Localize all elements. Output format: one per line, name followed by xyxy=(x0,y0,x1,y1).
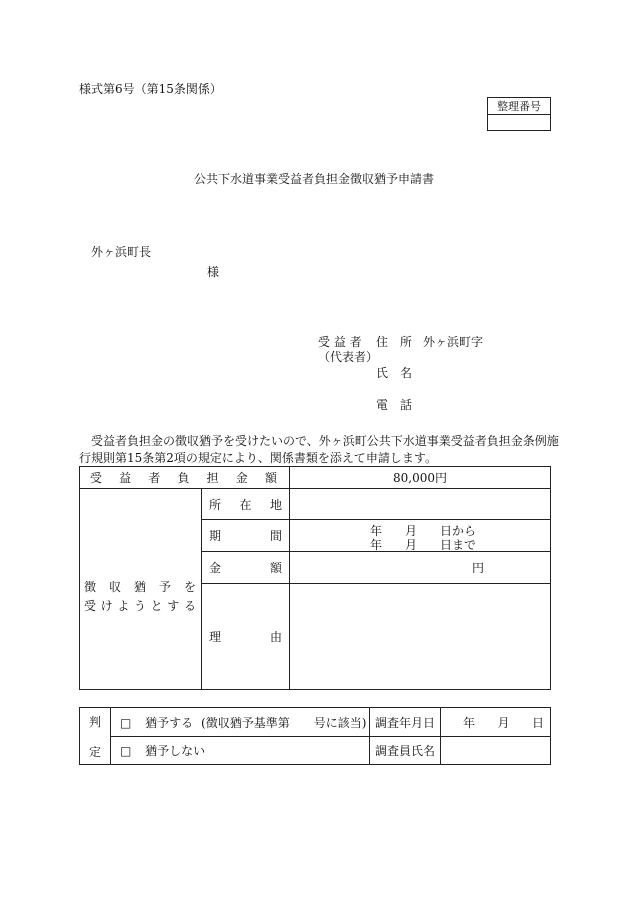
body-text-line1: 受益者負担金の徴収猶予を受けたいので、外ヶ浜町公共下水道事業受益者負担金条例施 xyxy=(91,434,559,448)
location-label-char: 地 xyxy=(269,497,282,512)
no-defer-checkbox[interactable]: □ xyxy=(120,744,132,758)
option-no-defer-cell[interactable] xyxy=(111,737,370,765)
applicant-role-sub: （代表者） xyxy=(318,350,379,364)
applicant-name-label: 氏 名 xyxy=(376,366,413,380)
period-from-month: 月 xyxy=(405,523,418,538)
benefit-amount-char: 金 xyxy=(235,471,248,485)
money-label-char: 金 xyxy=(209,561,222,575)
applicant-address-label: 住 所 xyxy=(376,335,413,349)
money-label-char: 額 xyxy=(269,561,282,575)
group-label-char: る xyxy=(183,599,196,613)
location-label-cell xyxy=(202,489,290,520)
group-label-char: け xyxy=(100,599,113,613)
defer-option-note: (徴収猶予基準第 号に該当) xyxy=(201,715,367,730)
deferral-group-label-cell xyxy=(80,489,202,690)
money-value[interactable] xyxy=(290,552,551,584)
period-to-month: 月 xyxy=(405,537,418,552)
reference-number-label: 整理番号 xyxy=(488,98,551,115)
survey-date-value[interactable] xyxy=(441,708,551,737)
reason-value[interactable] xyxy=(290,584,551,690)
benefit-amount-char: 者 xyxy=(148,471,161,485)
page-title: 公共下水道事業受益者負担金徴収猶予申請書 xyxy=(194,172,435,186)
surveyor-label: 調査員氏名 xyxy=(370,737,441,765)
option-defer-cell[interactable] xyxy=(111,708,370,737)
survey-date-label: 調査年月日 xyxy=(370,708,441,737)
money-unit: 円 xyxy=(471,561,484,575)
benefit-amount-label-cell xyxy=(80,467,290,489)
benefit-amount-value[interactable]: 80,000円 xyxy=(290,467,551,489)
form-number: 様式第6号（第15条関係） xyxy=(79,82,222,96)
group-label-char: 受 xyxy=(84,599,97,613)
judgment-label-top: 判 xyxy=(88,714,101,729)
money-label-cell xyxy=(202,552,290,584)
period-label-char: 期 xyxy=(209,529,222,543)
period-to-day: 日まで xyxy=(440,537,477,552)
period-to-year: 年 xyxy=(370,537,383,552)
applicant-role: 受 益 者 xyxy=(318,335,362,349)
group-label-char: と xyxy=(150,599,163,613)
no-defer-option-label: 猶予しない xyxy=(145,744,206,758)
benefit-amount-char: 負 xyxy=(177,471,190,485)
survey-date-year: 年 xyxy=(463,715,476,730)
group-label-char: 猶 xyxy=(133,580,146,594)
survey-date-day: 日 xyxy=(531,715,544,730)
addressee-name: 外ヶ浜町長 xyxy=(91,245,152,259)
reference-number-value[interactable] xyxy=(488,115,551,131)
period-label-char: 間 xyxy=(269,529,282,543)
group-label-char: を xyxy=(183,580,196,594)
group-label-char: 徴 xyxy=(84,580,97,594)
main-application-table xyxy=(79,466,551,690)
judgment-table xyxy=(79,707,551,765)
reference-number-box xyxy=(487,97,551,131)
survey-date-month: 月 xyxy=(497,715,510,730)
reason-label-char: 由 xyxy=(269,630,282,644)
defer-option-label: 猶予する xyxy=(145,715,194,730)
benefit-amount-char: 受 xyxy=(90,471,103,485)
location-label-char: 所 xyxy=(209,497,222,512)
judgment-label-bottom: 定 xyxy=(88,744,101,759)
applicant-phone-label: 電 話 xyxy=(376,398,413,412)
period-value[interactable] xyxy=(290,520,551,552)
group-label-char: 予 xyxy=(158,580,171,594)
period-label-cell xyxy=(202,520,290,552)
defer-checkbox[interactable]: □ xyxy=(120,715,132,730)
group-label-char: 収 xyxy=(108,580,121,594)
group-label-char: う xyxy=(133,599,146,613)
addressee-honorific: 様 xyxy=(207,265,220,279)
benefit-amount-char: 益 xyxy=(119,471,132,485)
benefit-amount-char: 担 xyxy=(206,471,219,485)
reason-label-cell xyxy=(202,584,290,690)
applicant-address-value[interactable]: 外ヶ浜町字 xyxy=(423,335,484,349)
group-label-char: す xyxy=(167,599,180,613)
location-value[interactable] xyxy=(290,489,551,520)
period-from-year: 年 xyxy=(370,523,383,538)
location-label-char: 在 xyxy=(239,497,252,512)
group-label-char: よ xyxy=(117,599,130,613)
reason-label-char: 理 xyxy=(209,630,222,644)
period-from-day: 日から xyxy=(440,523,477,538)
body-text-line2: 行規則第15条第2項の規定により、関係書類を添えて申請します。 xyxy=(79,451,437,465)
judgment-label-cell xyxy=(80,708,111,765)
surveyor-value[interactable] xyxy=(441,737,551,765)
benefit-amount-char: 額 xyxy=(264,471,277,485)
